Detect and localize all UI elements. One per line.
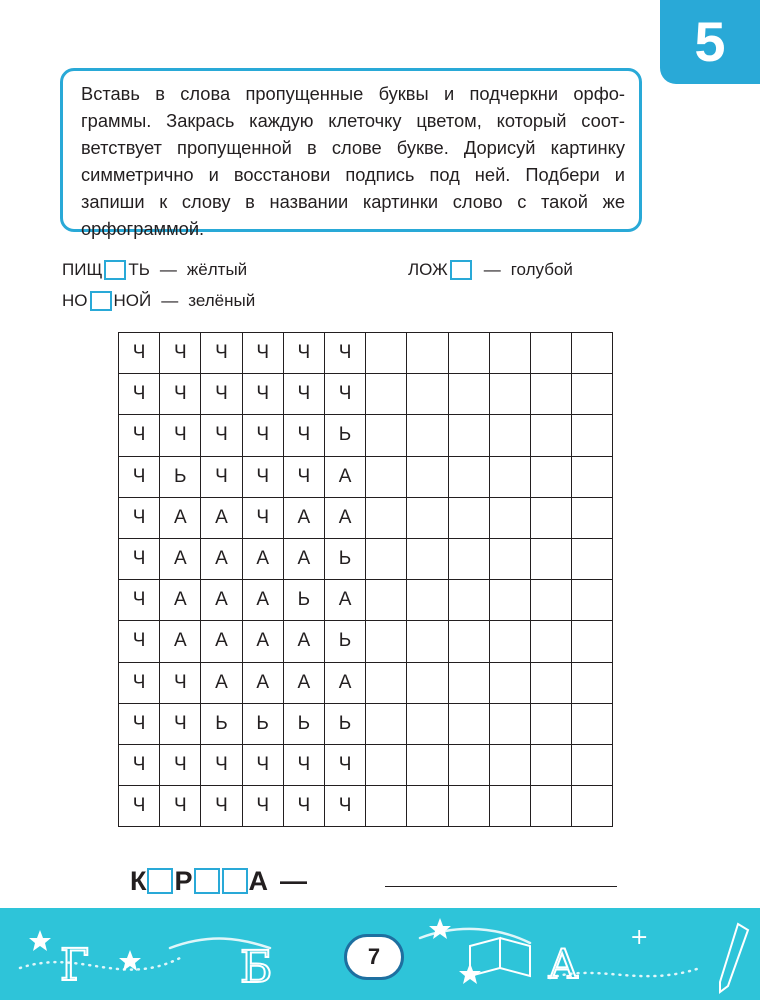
grid-cell[interactable]: Ч	[324, 744, 365, 785]
word-end: НОЙ	[113, 291, 152, 310]
grid-cell[interactable]	[572, 703, 613, 744]
color-name: жёлтый	[186, 260, 248, 279]
grid-cell[interactable]	[366, 703, 407, 744]
grid-cell[interactable]	[448, 703, 489, 744]
grid-cell[interactable]: Ч	[283, 415, 324, 456]
grid-cell[interactable]	[407, 415, 448, 456]
answer-letter: А	[248, 865, 268, 896]
grid-cell[interactable]	[572, 538, 613, 579]
grid-cell[interactable]	[366, 621, 407, 662]
grid-cell[interactable]	[448, 538, 489, 579]
word-end: ТЬ	[128, 260, 150, 279]
color-key-green	[62, 290, 255, 312]
grid-cell[interactable]	[489, 786, 530, 827]
letter-blank[interactable]	[104, 260, 126, 280]
grid-cell[interactable]: А	[201, 497, 242, 538]
grid-cell[interactable]: Ч	[119, 703, 160, 744]
grid-cell[interactable]	[530, 786, 571, 827]
grid-cell[interactable]: А	[283, 662, 324, 703]
grid-cell[interactable]: А	[283, 538, 324, 579]
grid-cell[interactable]: Ч	[160, 415, 201, 456]
word-start: НО	[62, 291, 88, 310]
grid-cell[interactable]	[572, 333, 613, 374]
grid-cell[interactable]	[489, 374, 530, 415]
grid-cell[interactable]: А	[283, 621, 324, 662]
grid-cell[interactable]: Ч	[324, 333, 365, 374]
dash: —	[159, 260, 177, 279]
grid-cell[interactable]	[448, 786, 489, 827]
grid-cell[interactable]: Ь	[283, 703, 324, 744]
grid-cell[interactable]: Ч	[119, 374, 160, 415]
instruction-line: орфограммой.	[81, 218, 205, 239]
grid-cell[interactable]: Ч	[160, 662, 201, 703]
grid-cell[interactable]: Ч	[119, 538, 160, 579]
grid-row	[119, 415, 613, 456]
coloring-grid	[118, 332, 613, 827]
answer-letter: Р	[174, 865, 193, 896]
grid-cell[interactable]: А	[201, 621, 242, 662]
letter-blank[interactable]	[450, 260, 472, 280]
grid-row	[119, 538, 613, 579]
grid-cell[interactable]	[489, 538, 530, 579]
grid-cell[interactable]: Ч	[283, 456, 324, 497]
grid-cell[interactable]: А	[324, 580, 365, 621]
answer-dash: —	[280, 865, 307, 896]
pencil-icon	[720, 924, 748, 992]
grid-cell[interactable]: А	[242, 662, 283, 703]
grid-cell[interactable]: Ч	[201, 333, 242, 374]
grid-cell[interactable]	[489, 497, 530, 538]
answer-blank[interactable]	[222, 868, 248, 894]
color-name: зелёный	[188, 291, 256, 310]
answer-letter: К	[130, 865, 147, 896]
grid-cell[interactable]	[366, 415, 407, 456]
grid-cell[interactable]	[530, 456, 571, 497]
letter-g-decoration: Г	[60, 940, 90, 991]
book-icon	[470, 938, 530, 976]
grid-cell[interactable]: А	[242, 621, 283, 662]
grid-cell[interactable]: Ь	[283, 580, 324, 621]
grid-cell[interactable]: Ч	[242, 786, 283, 827]
grid-cell[interactable]	[448, 662, 489, 703]
grid-cell[interactable]	[489, 415, 530, 456]
grid-cell[interactable]: А	[242, 538, 283, 579]
grid-cell[interactable]	[489, 744, 530, 785]
word-start: ПИЩ	[62, 260, 103, 279]
grid-cell[interactable]: Ч	[119, 333, 160, 374]
grid-cell[interactable]	[366, 374, 407, 415]
grid-cell[interactable]	[530, 703, 571, 744]
grid-cell[interactable]	[530, 415, 571, 456]
grid-cell[interactable]	[407, 744, 448, 785]
grid-cell[interactable]: А	[201, 662, 242, 703]
grid-cell[interactable]: Ч	[283, 333, 324, 374]
grid-cell[interactable]	[530, 374, 571, 415]
grid-cell[interactable]	[448, 374, 489, 415]
grid-cell[interactable]: Ь	[324, 703, 365, 744]
grid-cell[interactable]: А	[324, 456, 365, 497]
grid-cell[interactable]: Ч	[242, 744, 283, 785]
grid-cell[interactable]	[530, 744, 571, 785]
grid-cell[interactable]	[448, 456, 489, 497]
grid-cell[interactable]	[530, 662, 571, 703]
grid-cell[interactable]: Ч	[119, 456, 160, 497]
letter-blank[interactable]	[90, 291, 112, 311]
grid-cell[interactable]	[572, 580, 613, 621]
grid-cell[interactable]: А	[324, 662, 365, 703]
grid-row	[119, 744, 613, 785]
grid-cell[interactable]	[489, 580, 530, 621]
grid-cell[interactable]	[407, 786, 448, 827]
grid-cell[interactable]	[489, 333, 530, 374]
grid-cell[interactable]	[530, 580, 571, 621]
grid-cell[interactable]: Ч	[119, 786, 160, 827]
math-decoration: +	[630, 925, 649, 950]
grid-cell[interactable]	[530, 621, 571, 662]
grid-cell[interactable]	[407, 703, 448, 744]
grid-cell[interactable]: Ь	[324, 621, 365, 662]
grid-cell[interactable]	[407, 333, 448, 374]
grid-cell[interactable]	[366, 786, 407, 827]
instruction-line: граммы. Закрась каждую клеточку цветом, который соот-	[81, 110, 625, 131]
grid-cell[interactable]	[572, 786, 613, 827]
letter-a-decoration: А	[548, 942, 579, 988]
grid-cell[interactable]	[366, 744, 407, 785]
dash: —	[483, 260, 501, 279]
grid-row	[119, 333, 613, 374]
answer-blank[interactable]	[194, 868, 220, 894]
grid-cell[interactable]	[448, 744, 489, 785]
color-key-yellow	[62, 259, 247, 281]
grid-cell[interactable]: А	[324, 497, 365, 538]
grid-cell[interactable]	[407, 538, 448, 579]
grid-cell[interactable]: Ч	[324, 374, 365, 415]
grid-cell[interactable]: А	[160, 621, 201, 662]
grid-cell[interactable]	[572, 497, 613, 538]
grid-cell[interactable]: Ч	[242, 456, 283, 497]
grid-cell[interactable]: Ь	[201, 703, 242, 744]
grid-cell[interactable]: Ч	[242, 497, 283, 538]
grid-cell[interactable]	[448, 497, 489, 538]
grid-cell[interactable]: Ч	[283, 744, 324, 785]
grid-cell[interactable]	[448, 333, 489, 374]
grid-cell[interactable]: Ч	[160, 703, 201, 744]
word-start: ЛОЖ	[408, 260, 448, 279]
grid-cell[interactable]: Ч	[201, 456, 242, 497]
grid-cell[interactable]	[489, 662, 530, 703]
grid-row	[119, 580, 613, 621]
grid-row	[119, 662, 613, 703]
grid-cell[interactable]: Ч	[119, 744, 160, 785]
grid-row	[119, 703, 613, 744]
grid-row	[119, 786, 613, 827]
grid-cell[interactable]: А	[283, 497, 324, 538]
grid-cell[interactable]: Ч	[242, 374, 283, 415]
grid-cell[interactable]: Ч	[201, 415, 242, 456]
grid-cell[interactable]: Ч	[119, 580, 160, 621]
grid-cell[interactable]	[530, 497, 571, 538]
answer-write-line[interactable]	[385, 886, 617, 887]
grid-cell[interactable]	[572, 744, 613, 785]
grid-cell[interactable]	[489, 621, 530, 662]
grid-cell[interactable]: Ч	[160, 786, 201, 827]
page-number: 7	[344, 934, 404, 980]
grid-cell[interactable]: А	[242, 580, 283, 621]
task-number-badge: 5	[660, 0, 760, 84]
grid-cell[interactable]	[572, 662, 613, 703]
grid-cell[interactable]	[366, 662, 407, 703]
grid-cell[interactable]	[407, 374, 448, 415]
grid-cell[interactable]: Ч	[160, 333, 201, 374]
grid-cell[interactable]: Ч	[160, 744, 201, 785]
grid-row	[119, 374, 613, 415]
grid-cell[interactable]	[366, 497, 407, 538]
grid-cell[interactable]: Ч	[119, 621, 160, 662]
grid-cell[interactable]: Ь	[242, 703, 283, 744]
grid-cell[interactable]	[366, 538, 407, 579]
grid-cell[interactable]: Ч	[283, 374, 324, 415]
grid-cell[interactable]	[407, 662, 448, 703]
grid-row	[119, 456, 613, 497]
grid-cell[interactable]	[366, 580, 407, 621]
grid-cell[interactable]	[366, 333, 407, 374]
grid-cell[interactable]: Ч	[242, 415, 283, 456]
grid-cell[interactable]	[489, 456, 530, 497]
instruction-line: ветствует пропущенной в слове букве. Дорисуй картинку	[81, 137, 625, 158]
grid-cell[interactable]	[489, 703, 530, 744]
grid-cell[interactable]: Ч	[201, 786, 242, 827]
grid-cell[interactable]: Ч	[283, 786, 324, 827]
instruction-box	[60, 68, 642, 239]
grid-cell[interactable]	[407, 497, 448, 538]
letter-b-decoration: Б	[240, 942, 273, 993]
grid-cell[interactable]: Ь	[324, 415, 365, 456]
grid-cell[interactable]	[407, 621, 448, 662]
grid-cell[interactable]: Ч	[160, 374, 201, 415]
grid-row	[119, 497, 613, 538]
grid-cell[interactable]: Ч	[119, 662, 160, 703]
grid-cell[interactable]	[530, 538, 571, 579]
grid-cell[interactable]: А	[201, 580, 242, 621]
grid-cell[interactable]: А	[160, 580, 201, 621]
grid-cell[interactable]	[572, 456, 613, 497]
answer-blank[interactable]	[147, 868, 173, 894]
color-name: голубой	[510, 260, 573, 279]
grid-cell[interactable]: А	[160, 497, 201, 538]
grid-cell[interactable]	[572, 621, 613, 662]
grid-cell[interactable]	[572, 374, 613, 415]
grid-cell[interactable]: А	[201, 538, 242, 579]
answer-word	[130, 866, 307, 896]
instruction-line: симметрично и восстанови подпись под ней. Подбери и	[81, 164, 625, 185]
grid-cell[interactable]: Ч	[242, 333, 283, 374]
grid-cell[interactable]	[448, 580, 489, 621]
grid-cell[interactable]: Ь	[324, 538, 365, 579]
instruction-line: запиши к слову в названии картинки слово с такой же	[81, 191, 625, 212]
instruction-line: Вставь в слова пропущенные буквы и подчеркни орфо-	[81, 83, 625, 104]
grid-cell[interactable]: А	[160, 538, 201, 579]
grid-cell[interactable]	[530, 333, 571, 374]
grid-cell[interactable]: Ь	[160, 456, 201, 497]
grid-cell[interactable]	[407, 456, 448, 497]
grid-cell[interactable]: Ч	[119, 415, 160, 456]
grid-cell[interactable]: Ч	[324, 786, 365, 827]
grid-cell[interactable]	[366, 456, 407, 497]
grid-cell[interactable]: Ч	[201, 744, 242, 785]
grid-cell[interactable]	[448, 415, 489, 456]
grid-row	[119, 621, 613, 662]
grid-cell[interactable]: Ч	[201, 374, 242, 415]
grid-cell[interactable]	[572, 415, 613, 456]
grid-cell[interactable]	[407, 580, 448, 621]
dash: —	[161, 291, 179, 310]
grid-cell[interactable]: Ч	[119, 497, 160, 538]
grid-cell[interactable]	[448, 621, 489, 662]
color-key-blue	[408, 259, 573, 281]
